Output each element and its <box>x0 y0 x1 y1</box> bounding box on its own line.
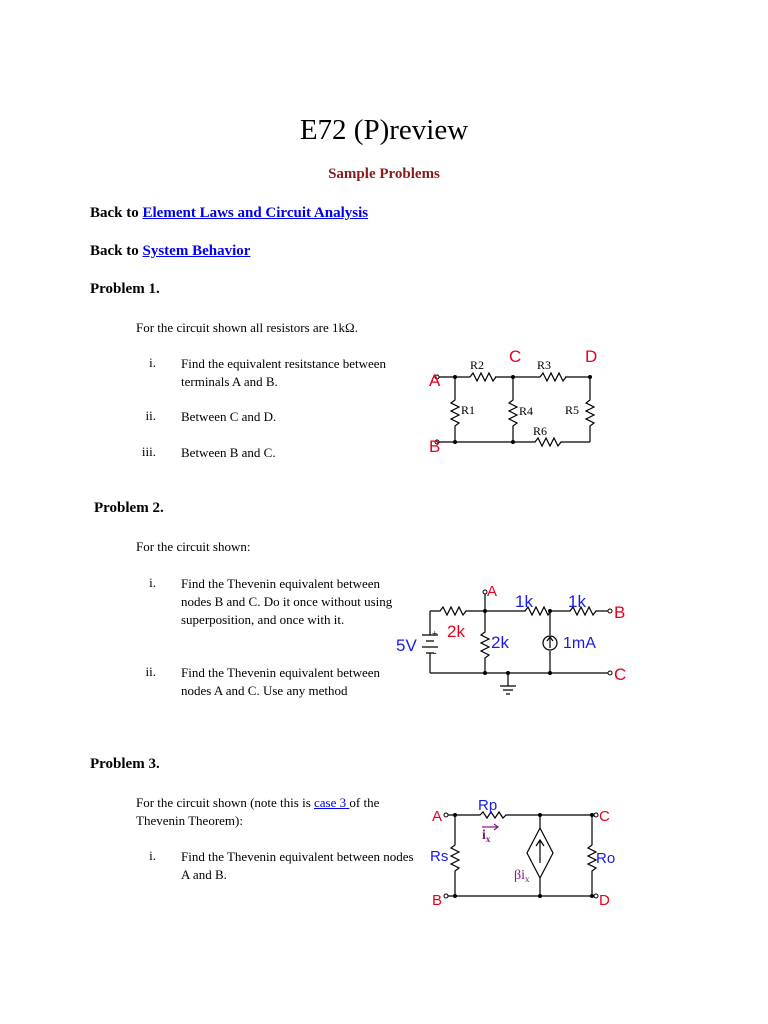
node-label-a: A <box>429 371 441 390</box>
page-subtitle: Sample Problems <box>328 166 440 182</box>
resistor-label-r2: R2 <box>470 358 485 372</box>
current-label-ix: $i_x$ <box>482 828 491 844</box>
back-prefix: Back to <box>90 243 143 259</box>
node-label-d: D <box>585 347 598 366</box>
circuit-3-diagram <box>428 793 618 908</box>
back-prefix: Back to <box>90 205 143 221</box>
problem-3-intro-post: of the Thevenin Theorem): <box>136 795 380 828</box>
node-label-a: A <box>432 808 443 825</box>
list-number: ii. <box>145 408 156 423</box>
resistor-label-r5: R5 <box>565 403 580 417</box>
resistor-label-r4: R4 <box>519 404 534 418</box>
back-line-element-laws <box>90 205 368 222</box>
resistor-label-ro: Ro <box>596 850 616 867</box>
problem-2-heading: Problem 2. <box>94 500 164 516</box>
list-item: Find the Thevenin equivalent between nodes B and C. Do it once without using superposition, and once with it. <box>181 576 393 627</box>
link-system-behavior[interactable]: System Behavior <box>142 243 251 259</box>
problem-1-intro: For the circuit shown all resistors are 1kΩ. <box>136 320 358 335</box>
problem-3-intro <box>136 794 426 830</box>
list-number: i. <box>149 848 156 863</box>
problem-2-intro: For the circuit shown: <box>136 539 251 554</box>
node-label-c: C <box>509 347 522 366</box>
polarity-minus: - <box>433 647 437 659</box>
node-label-a: A <box>487 583 498 600</box>
resistor-label-r1: R1 <box>461 403 476 417</box>
list-number: iii. <box>141 444 156 459</box>
list-item: Find the Thevenin equivalent between nodes A and B. <box>181 849 414 882</box>
circuit-1-diagram <box>425 342 605 457</box>
link-case-3[interactable]: case 3 <box>314 795 350 810</box>
page-title: E72 (P)review <box>299 114 469 146</box>
resistor-label-1k-second: 1k <box>568 592 586 611</box>
list-number: i. <box>149 355 156 370</box>
list-item: Between B and C. <box>181 445 276 460</box>
resistor-label-2k-left: 2k <box>447 622 465 641</box>
problem-1-heading: Problem 1. <box>90 281 160 297</box>
node-label-b: B <box>429 437 441 456</box>
resistor-label-2k-mid: 2k <box>491 633 509 652</box>
list-item: Between C and D. <box>181 409 277 424</box>
circuit-2-diagram <box>395 580 630 695</box>
source-label-5v: 5V <box>396 636 417 655</box>
list-item: Find the equivalent resitstance between terminals A and B. <box>181 356 387 389</box>
resistor-label-rp: Rp <box>478 797 498 814</box>
problem-3-heading: Problem 3. <box>90 756 160 772</box>
resistor-label-r6: R6 <box>533 424 548 438</box>
resistor-label-rs: Rs <box>430 848 449 865</box>
node-label-b: B <box>432 892 443 909</box>
node-label-c: C <box>599 808 610 825</box>
dependent-source-label: $\beta i_x$ <box>514 868 530 884</box>
back-line-system-behavior <box>90 243 250 260</box>
node-label-d: D <box>599 892 610 909</box>
node-label-c: C <box>614 665 627 684</box>
node-label-b: B <box>614 603 626 622</box>
list-number: ii. <box>145 664 156 679</box>
polarity-plus: + <box>432 629 438 640</box>
link-element-laws[interactable]: Element Laws and Circuit Analysis <box>142 205 369 221</box>
source-label-1ma: 1mA <box>563 635 596 652</box>
resistor-label-1k-first: 1k <box>515 592 533 611</box>
problem-3-intro-pre: For the circuit shown (note this is <box>136 795 315 810</box>
list-item: Find the Thevenin equivalent between nodes A and C. Use any method <box>181 665 381 698</box>
list-number: i. <box>149 575 156 590</box>
resistor-label-r3: R3 <box>537 358 552 372</box>
